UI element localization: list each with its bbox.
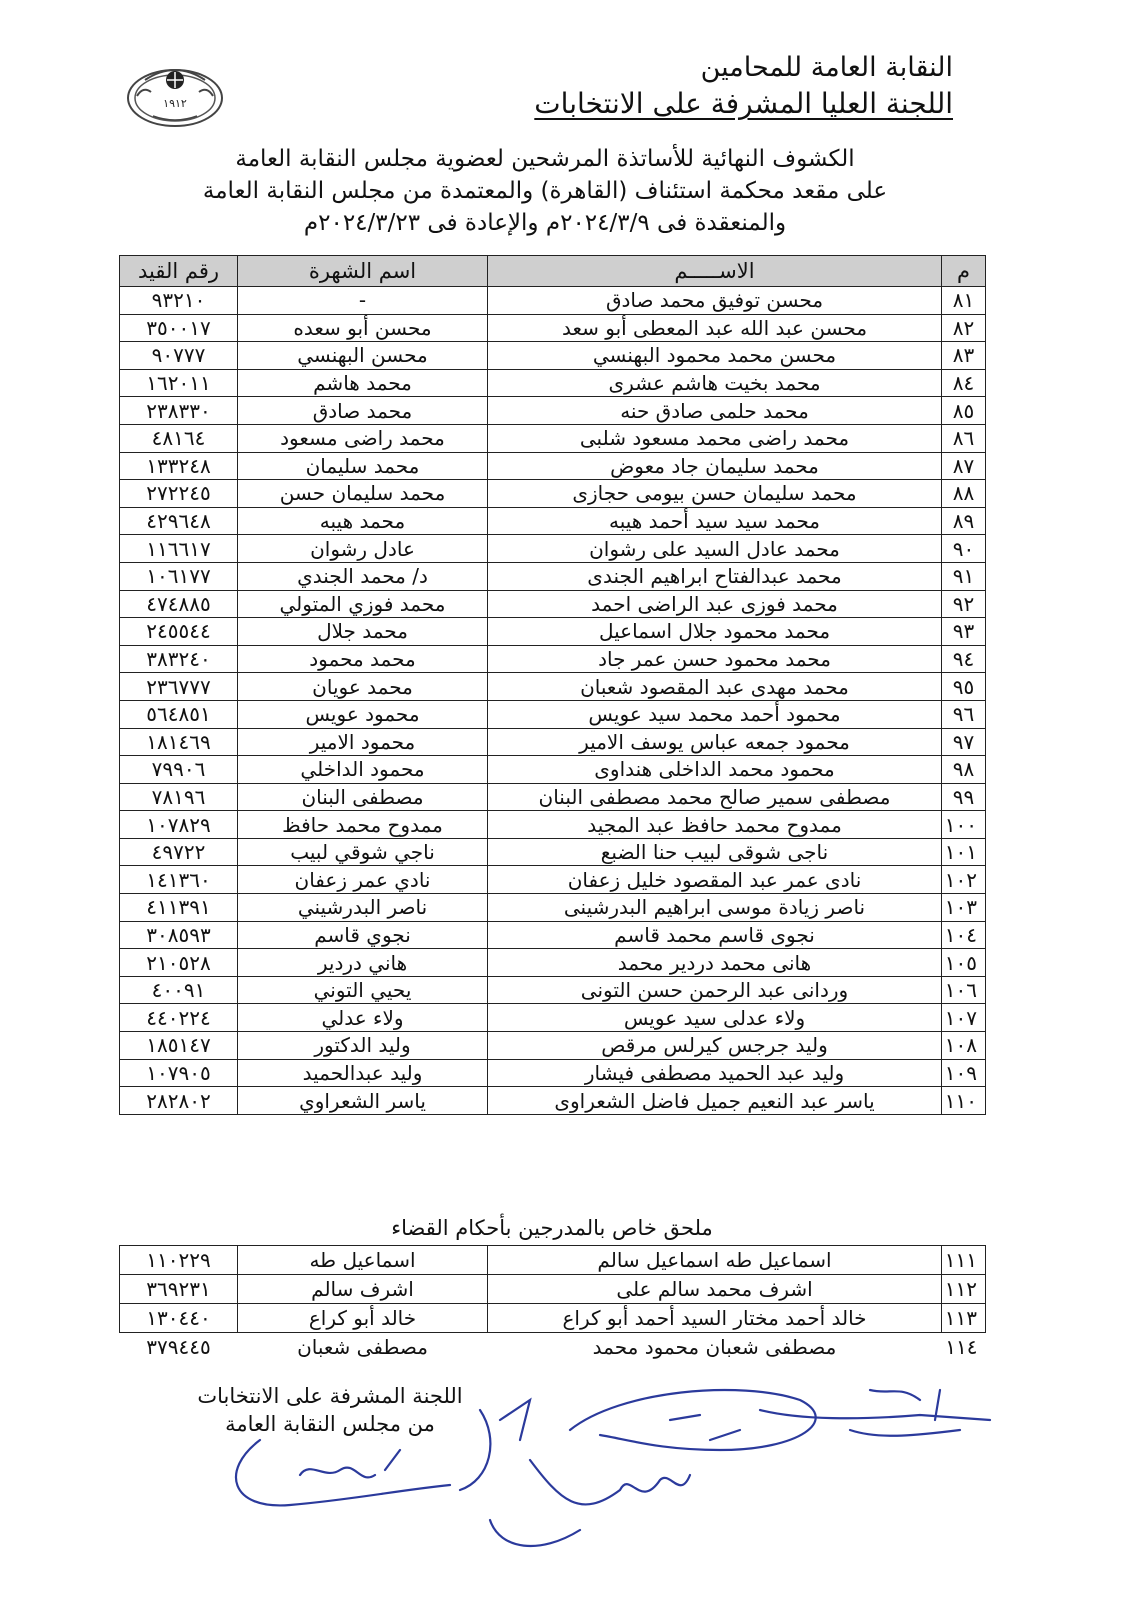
- registration-number: ١٣٣٢٤٨: [120, 452, 238, 480]
- candidate-name: محمود جمعه عباس يوسف الامير: [488, 728, 942, 756]
- table-row: [120, 424, 986, 452]
- candidate-name: مصطفى سمير صالح محمد مصطفى البنان: [488, 783, 942, 811]
- candidate-nickname: محسن البهنسي: [238, 342, 488, 370]
- annex-title: ملحق خاص بالمدرجين بأحكام القضاء: [391, 1216, 713, 1240]
- registration-number: ٤٤٠٢٢٤: [120, 1004, 238, 1032]
- handwritten-signatures: [200, 1380, 1000, 1580]
- row-number: ١٠٠: [942, 811, 986, 839]
- candidate-nickname: ناجي شوقي لبيب: [238, 838, 488, 866]
- registration-number: ٧٨١٩٦: [120, 783, 238, 811]
- row-number: ١٠٢: [942, 866, 986, 894]
- registration-number: ٤٧٤٨٨٥: [120, 590, 238, 618]
- candidates-table: [119, 255, 986, 1115]
- candidate-nickname: وليد الدكتور: [238, 1032, 488, 1060]
- table-row: [120, 1004, 986, 1032]
- registration-number: ١٠٧٨٢٩: [120, 811, 238, 839]
- candidate-name: نجوى قاسم محمد قاسم: [488, 921, 942, 949]
- row-number: ٨٢: [942, 314, 986, 342]
- candidate-name: اشرف محمد سالم على: [488, 1275, 942, 1304]
- row-number: ٨٥: [942, 397, 986, 425]
- table-row: [120, 921, 986, 949]
- row-number: ٨٣: [942, 342, 986, 370]
- registration-number: ٤١١٣٩١: [120, 894, 238, 922]
- row-number: ١١٤: [945, 1335, 978, 1359]
- candidate-name: محمد محمود حسن عمر جاد: [488, 645, 942, 673]
- bar-association-logo-icon: [125, 58, 225, 128]
- candidate-name: محمود محمد الداخلى هنداوى: [488, 756, 942, 784]
- row-number: ٨٦: [942, 424, 986, 452]
- candidate-name: محمد فوزى عبد الراضى احمد: [488, 590, 942, 618]
- candidate-name: ناجى شوقى لبيب حنا الضبع: [488, 838, 942, 866]
- registration-number: ١٣٠٤٤٠: [120, 1304, 238, 1333]
- row-number: ٩٢: [942, 590, 986, 618]
- candidate-name: محمد عبدالفتاح ابراهيم الجندى: [488, 562, 942, 590]
- registration-number: ٣٥٠٠١٧: [120, 314, 238, 342]
- table-row: [120, 507, 986, 535]
- candidate-name: وليد عبد الحميد مصطفى فيشار: [488, 1059, 942, 1087]
- intro-line-1: الكشوف النهائية للأساتذة المرشحين لعضوية مجلس النقابة العامة: [235, 146, 855, 172]
- candidate-name: محمد مهدى عبد المقصود شعبان: [488, 673, 942, 701]
- signature-stroke-7: [760, 1410, 990, 1436]
- signature-stroke-5: [570, 1390, 816, 1450]
- candidate-name: محمد سيد سيد أحمد هيبه: [488, 507, 942, 535]
- row-number: ١٠٤: [942, 921, 986, 949]
- table-row: [120, 452, 986, 480]
- table-row: [120, 1059, 986, 1087]
- candidate-nickname: هاني دردير: [238, 949, 488, 977]
- table-row: [120, 673, 986, 701]
- registration-number: ١٨٥١٤٧: [120, 1032, 238, 1060]
- candidate-nickname: ولاء عدلي: [238, 1004, 488, 1032]
- candidate-nickname: ياسر الشعراوي: [238, 1087, 488, 1115]
- row-number: ٩٩: [942, 783, 986, 811]
- row-number: ١١٣: [942, 1304, 986, 1333]
- candidate-nickname: اشرف سالم: [238, 1275, 488, 1304]
- row-number: ٩٠: [942, 535, 986, 563]
- row-number: ١٠١: [942, 838, 986, 866]
- intro-line-2: على مقعد محكمة استئناف (القاهرة) والمعتمدة من مجلس النقابة العامة: [202, 178, 888, 204]
- row-number: ١٠٥: [942, 949, 986, 977]
- row-number: ١٠٣: [942, 894, 986, 922]
- row-number: ٩٣: [942, 618, 986, 646]
- table-row: [120, 1333, 986, 1362]
- row-number: ١٠٨: [942, 1032, 986, 1060]
- table-row: [120, 314, 986, 342]
- table-row: [120, 369, 986, 397]
- table-row: [120, 287, 986, 315]
- candidate-nickname: محمود عويس: [238, 700, 488, 728]
- candidate-nickname: خالد أبو كراع: [238, 1304, 488, 1333]
- registration-number: ٤٩٧٢٢: [120, 838, 238, 866]
- candidate-nickname: محمد صادق: [238, 397, 488, 425]
- candidate-nickname: مصطفى شعبان: [297, 1335, 428, 1359]
- row-number: ٩٨: [942, 756, 986, 784]
- candidate-nickname: محمد راضى مسعود: [238, 424, 488, 452]
- registration-number: ١١٦٦١٧: [120, 535, 238, 563]
- document-header: [353, 50, 953, 122]
- candidate-nickname: -: [238, 287, 488, 315]
- registration-number: ٣٦٩٢٣١: [120, 1275, 238, 1304]
- registration-number: ١١٠٢٢٩: [120, 1246, 238, 1275]
- candidate-nickname: عادل رشوان: [238, 535, 488, 563]
- table-row: [120, 1246, 986, 1275]
- row-number: ٨١: [942, 287, 986, 315]
- row-number: ٨٧: [942, 452, 986, 480]
- table-row: [120, 949, 986, 977]
- candidate-name: ياسر عبد النعيم جميل فاضل الشعراوى: [488, 1087, 942, 1115]
- row-number: ١٠٧: [942, 1004, 986, 1032]
- registration-number: ٤٠٠٩١: [120, 976, 238, 1004]
- candidate-name: اسماعيل طه اسماعيل سالم: [488, 1246, 942, 1275]
- table-row: [120, 756, 986, 784]
- table-row: [120, 645, 986, 673]
- row-number: ٩٤: [942, 645, 986, 673]
- candidate-name: خالد أحمد مختار السيد أحمد أبو كراع: [488, 1304, 942, 1333]
- candidate-nickname: د/ محمد الجندي: [238, 562, 488, 590]
- table-row: [120, 976, 986, 1004]
- candidate-name: محمد حلمى صادق حنه: [488, 397, 942, 425]
- candidate-nickname: محمد فوزي المتولي: [238, 590, 488, 618]
- candidate-nickname: محمد سليمان حسن: [238, 480, 488, 508]
- row-number: ٨٩: [942, 507, 986, 535]
- registration-number: ٢١٠٥٢٨: [120, 949, 238, 977]
- registration-number: ٣٨٣٢٤٠: [120, 645, 238, 673]
- intro-line-3: والمنعقدة فى ٢٠٢٤/٣/٩م والإعادة فى ٢٠٢٤/٣/٢٣م: [303, 210, 787, 236]
- table-row: [120, 838, 986, 866]
- table-row: [120, 1275, 986, 1304]
- registration-number: ٢٧٢٢٤٥: [120, 480, 238, 508]
- table-row: [120, 618, 986, 646]
- table-row: [120, 866, 986, 894]
- registration-number: ٥٦٤٨٥١: [120, 700, 238, 728]
- registration-number: ٢٣٨٣٣٠: [120, 397, 238, 425]
- table-row: [120, 1304, 986, 1333]
- committee-name: اللجنة العليا المشرفة على الانتخابات: [534, 87, 953, 120]
- svg-text:١٩١٢: ١٩١٢: [163, 97, 187, 110]
- candidate-name: محمود أحمد محمد سيد عويس: [488, 700, 942, 728]
- table-row: [120, 342, 986, 370]
- registration-number: ٩٠٧٧٧: [120, 342, 238, 370]
- registration-number: ٩٣٢١٠: [120, 287, 238, 315]
- table-row: [120, 1087, 986, 1115]
- candidate-name: محسن محمد محمود البهنسي: [488, 342, 942, 370]
- column-header-number: م: [942, 256, 986, 287]
- row-number: ٩٦: [942, 700, 986, 728]
- registration-number: ٢٣٦٧٧٧: [120, 673, 238, 701]
- signature-stroke-3: [460, 1400, 530, 1490]
- registration-number: ١٠٦١٧٧: [120, 562, 238, 590]
- organization-name: النقابة العامة للمحامين: [700, 52, 953, 83]
- candidate-nickname: يحيي التوني: [238, 976, 488, 1004]
- signature-stroke-6: [670, 1415, 740, 1440]
- candidate-name: محسن توفيق محمد صادق: [488, 287, 942, 315]
- row-number: ١٠٦: [942, 976, 986, 1004]
- row-number: ١٠٩: [942, 1059, 986, 1087]
- candidate-nickname: محسن أبو سعده: [238, 314, 488, 342]
- table-row: [120, 811, 986, 839]
- candidate-name: محمد سليمان جاد معوض: [488, 452, 942, 480]
- document-intro: [130, 143, 960, 239]
- table-row: [120, 783, 986, 811]
- column-header-registration: رقم القيد: [120, 256, 238, 287]
- row-number: ٩١: [942, 562, 986, 590]
- candidate-nickname: وليد عبدالحميد: [238, 1059, 488, 1087]
- candidate-nickname: محمد هاشم: [238, 369, 488, 397]
- table-row: [120, 535, 986, 563]
- registration-number: ٢٨٢٨٠٢: [120, 1087, 238, 1115]
- registration-number: ٤٢٩٦٤٨: [120, 507, 238, 535]
- table-row: [120, 562, 986, 590]
- candidate-name: محمد عادل السيد على رشوان: [488, 535, 942, 563]
- row-number: ١١٠: [942, 1087, 986, 1115]
- candidate-name: نادى عمر عبد المقصود خليل زعفان: [488, 866, 942, 894]
- candidate-nickname: محمود الداخلي: [238, 756, 488, 784]
- candidate-name: ولاء عدلى سيد عويس: [488, 1004, 942, 1032]
- annex-table: [119, 1245, 986, 1361]
- candidate-nickname: محمد سليمان: [238, 452, 488, 480]
- candidate-name: وليد جرجس كيرلس مرقص: [488, 1032, 942, 1060]
- registration-number: ٢٤٥٥٤٤: [120, 618, 238, 646]
- table-row: [120, 728, 986, 756]
- table-row: [120, 480, 986, 508]
- candidate-name: ناصر زيادة موسى ابراهيم البدرشينى: [488, 894, 942, 922]
- signature-stroke-9: [490, 1520, 580, 1546]
- table-row: [120, 397, 986, 425]
- candidate-name: ممدوح محمد حافظ عبد المجيد: [488, 811, 942, 839]
- candidate-name: محسن عبد الله عبد المعطى أبو سعد: [488, 314, 942, 342]
- candidate-nickname: محمود الامير: [238, 728, 488, 756]
- candidate-nickname: محمد جلال: [238, 618, 488, 646]
- candidate-nickname: اسماعيل طه: [238, 1246, 488, 1275]
- candidate-nickname: محمد عويان: [238, 673, 488, 701]
- column-header-nickname: اسم الشهرة: [238, 256, 488, 287]
- row-number: ٩٧: [942, 728, 986, 756]
- candidate-name: محمد محمود جلال اسماعيل: [488, 618, 942, 646]
- candidate-nickname: مصطفى البنان: [238, 783, 488, 811]
- candidate-nickname: ممدوح محمد حافظ: [238, 811, 488, 839]
- table-row: [120, 894, 986, 922]
- candidate-nickname: نجوي قاسم: [238, 921, 488, 949]
- footer-line-2: من مجلس النقابة العامة: [225, 1412, 435, 1436]
- row-number: ١١١: [942, 1246, 986, 1275]
- row-number: ٩٥: [942, 673, 986, 701]
- registration-number: ٤٨١٦٤: [120, 424, 238, 452]
- footer-line-1: اللجنة المشرفة على الانتخابات: [197, 1384, 463, 1408]
- signature-stroke-2: [300, 1450, 400, 1477]
- signature-stroke-1: [236, 1440, 450, 1505]
- candidate-name: هانى محمد دردير محمد: [488, 949, 942, 977]
- candidate-name: محمد سليمان حسن بيومى حجازى: [488, 480, 942, 508]
- candidate-name: وردانى عبد الرحمن حسن التونى: [488, 976, 942, 1004]
- candidate-name: محمد راضى محمد مسعود شلبى: [488, 424, 942, 452]
- registration-number: ٣٠٨٥٩٣: [120, 921, 238, 949]
- row-number: ٨٨: [942, 480, 986, 508]
- signature-stroke-4: [530, 1460, 690, 1504]
- candidate-name: مصطفى شعبان محمود محمد: [592, 1335, 837, 1359]
- registration-number: ١٤١٣٦٠: [120, 866, 238, 894]
- registration-number: ١٠٧٩٠٥: [120, 1059, 238, 1087]
- candidate-nickname: محمد هيبه: [238, 507, 488, 535]
- candidate-nickname: محمد محمود: [238, 645, 488, 673]
- table-row: [120, 700, 986, 728]
- row-number: ١١٢: [942, 1275, 986, 1304]
- registration-number: ٧٩٩٠٦: [120, 756, 238, 784]
- column-header-name: الاســـــم: [488, 256, 942, 287]
- table-header-row: [120, 256, 986, 287]
- registration-number: ٣٧٩٤٤٥: [146, 1335, 211, 1359]
- candidate-name: محمد بخيت هاشم عشرى: [488, 369, 942, 397]
- candidate-nickname: ناصر البدرشيني: [238, 894, 488, 922]
- registration-number: ١٦٢٠١١: [120, 369, 238, 397]
- row-number: ٨٤: [942, 369, 986, 397]
- table-row: [120, 590, 986, 618]
- table-row: [120, 1032, 986, 1060]
- candidate-nickname: نادي عمر زعفان: [238, 866, 488, 894]
- registration-number: ١٨١٤٦٩: [120, 728, 238, 756]
